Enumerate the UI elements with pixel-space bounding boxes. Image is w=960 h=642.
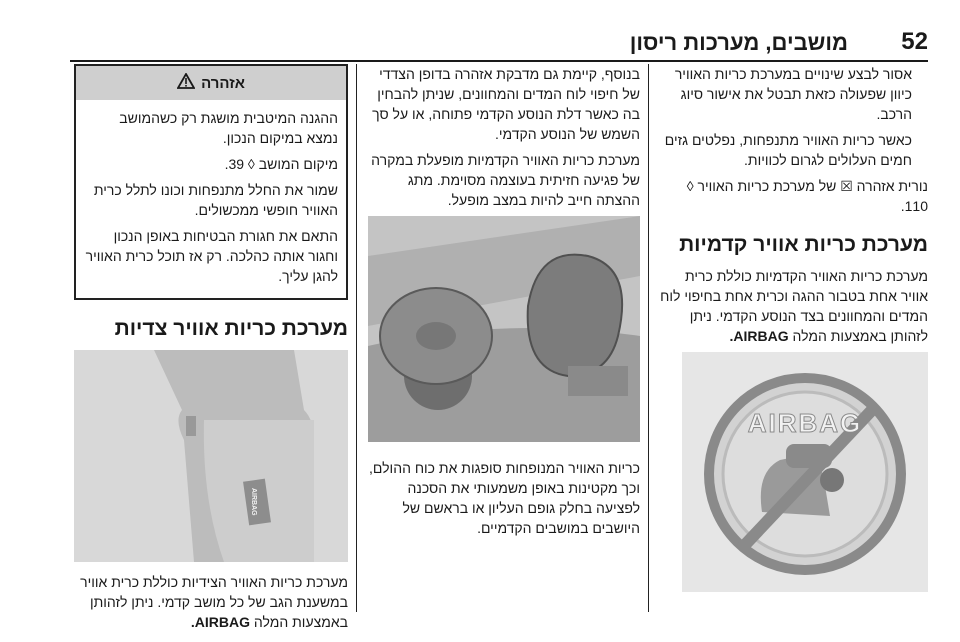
warning-paragraph: מיקום המושב ◊ 39. [224, 156, 338, 172]
right-column [658, 64, 928, 612]
paragraph: בנוסף, קיימת גם מדבקת אזהרה בדופן הצדדי של חיפוי לוח המדים והמחוונים, שניתן להבחין בה כאשר דלת הנוסע הקדמי פתוחה, או על סך השמש של הנוסע הקדמי. [372, 66, 640, 142]
warning-box [74, 64, 348, 300]
warning-paragraph: ההגנה המיטבית מושגת רק כשהמושב נמצא במיקום הנכון. [119, 110, 338, 146]
seat-airbag-figure [74, 350, 348, 562]
paragraph: נורית אזהרה ☒ של מערכת כריות האוויר ◊ 110. [686, 178, 928, 214]
seat-illustration [74, 350, 348, 562]
column-divider [648, 64, 649, 612]
page-header [70, 22, 928, 62]
airbag-label-text: AIRBAG [747, 408, 863, 438]
airbag-word: AIRBAG. [729, 328, 789, 344]
warning-paragraph: שמור את החלל מתנפחות וכונו לתלל כרית האוויר חופשי ממכשולים. [93, 182, 338, 218]
seat-airbag-tag: AIRBAG [250, 488, 257, 516]
left-column [74, 64, 348, 630]
column-divider [356, 64, 357, 612]
paragraph [658, 266, 928, 346]
warning-triangle-icon [177, 73, 195, 93]
figure-caption [74, 572, 348, 632]
page-number: 52 [901, 28, 928, 55]
airbag-word: AIRBAG. [190, 614, 250, 630]
paragraph: אסור לבצע שינויים במערכת כריות האוויר כיוון שפעולה כזאת תבטל את אישור סיוג הרכב. [674, 66, 912, 122]
chapter-title: מושבים, מערכות ריסון [629, 30, 848, 55]
warning-body [76, 100, 346, 298]
figure-caption: כריות האוויר המנופחות סופגות את כוח ההולם, וכך מקטינות באופן משמעותי את הסכנה לפציעה בחלק גופם העליון או בראשם של היושבים במושבים הקדמיים. [369, 460, 640, 536]
warning-title: אזהרה [201, 74, 245, 92]
section-title: מערכת כריות אוויר צדיות [114, 317, 348, 340]
warning-header [76, 66, 346, 100]
warning-paragraph: התאם את חגורת הבטיחות באופן הנכון וחגור אותה כהלכה. רק אז תוכל כרית האוויר להגן עליך. [85, 228, 338, 284]
section-title: מערכת כריות אוויר קדמיות [679, 233, 928, 256]
airbag-warning-label-figure [682, 352, 928, 592]
header-rule [70, 60, 928, 62]
middle-column [366, 64, 640, 612]
paragraph: מערכת כריות האוויר הקדמיות מופעלת במקרה של פגיעה חזיתית בעוצמה מסוימת. מתג ההצתה חייב להיות במצב מופעל. [371, 152, 640, 208]
paragraph-text: מערכת כריות האוויר הקדמיות כוללת כרית אוויר אחת בטבור ההגה וכרית אחת בחיפוי לוח המדים והמחוונים בצד הנוסע הקדמי. ניתן לזהותן באמצעות המלה [660, 268, 928, 344]
airbag-label-illustration [682, 352, 928, 592]
paragraph: כאשר כריות האוויר מתנפחות, נפלטים גזים חמים העלולים לגרום לכוויות. [664, 132, 912, 168]
dashboard-illustration [368, 216, 640, 442]
caption-text: מערכת כריות האוויר הצידיות כוללת כרית אוויר במשענת הגב של כל מושב קדמי. ניתן לזהותן באמצעות המלה [80, 574, 348, 630]
inflated-airbags-figure [368, 216, 640, 442]
